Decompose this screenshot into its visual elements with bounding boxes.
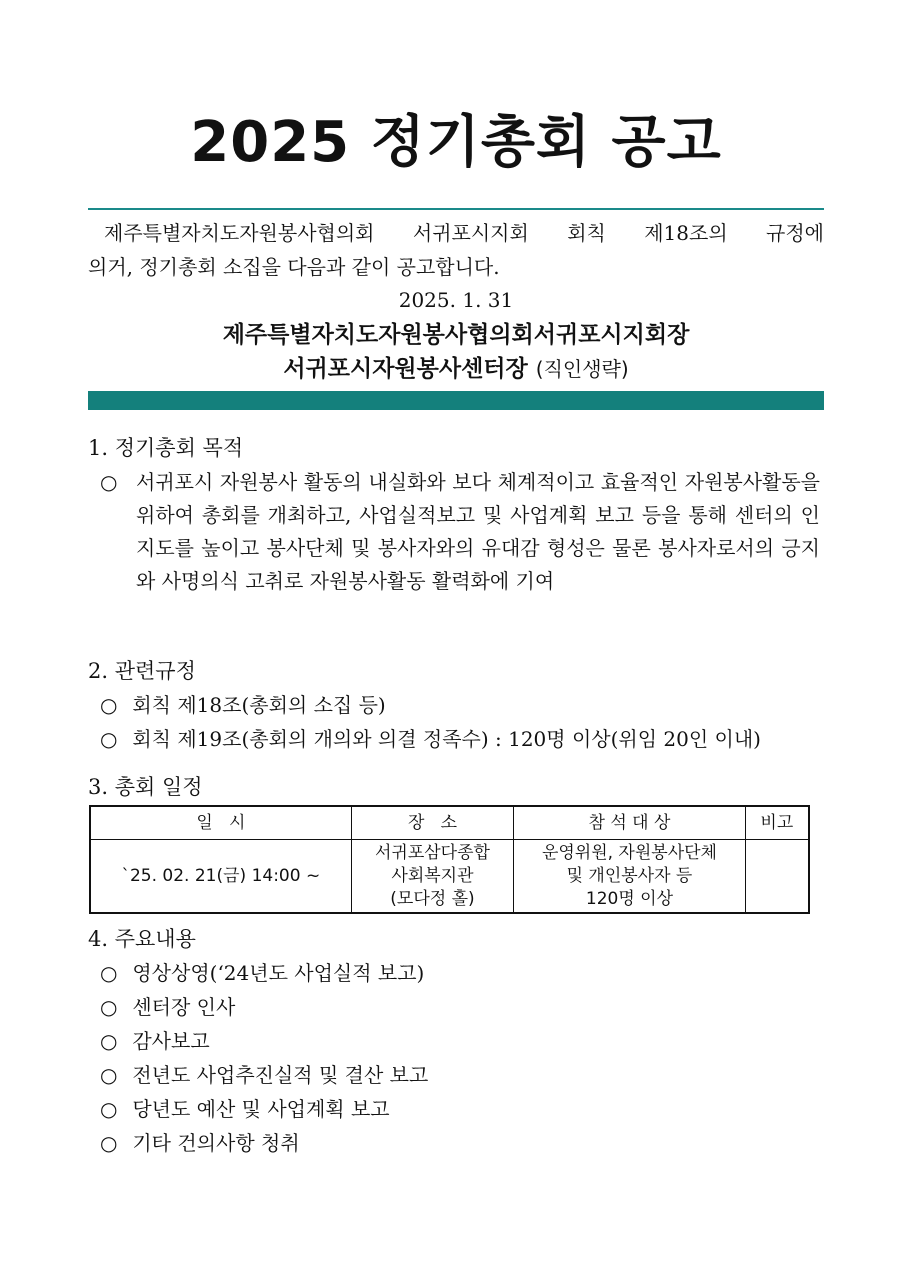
bullet-icon: ○: [100, 693, 118, 717]
col-header-attendees: 참 석 대 상: [514, 806, 745, 840]
list-item-text: 감사보고: [132, 1029, 210, 1053]
title-divider: [88, 208, 824, 210]
list-item: [100, 992, 235, 1022]
header-band: [88, 391, 824, 410]
list-item: [100, 1094, 390, 1124]
signatory-line-1: 제주특별자치도자원봉사협의회서귀포시지회장: [222, 322, 690, 348]
list-item: [100, 690, 386, 720]
notice-date: 2025. 1. 31: [398, 288, 514, 312]
place-line-1: 서귀포삼다종합: [374, 842, 490, 863]
cell-place: [351, 840, 514, 914]
intro-line-2: 의거, 정기총회 소집을 다음과 같이 공고합니다.: [88, 255, 500, 279]
intro-paragraph: [88, 216, 824, 284]
bullet-icon: ○: [100, 1029, 118, 1053]
list-item: [100, 724, 761, 754]
list-item: [100, 1128, 300, 1158]
bullet-icon: ○: [100, 470, 118, 494]
table-row: [90, 840, 809, 914]
list-item-text: 회칙 제19조(총회의 개의와 의결 정족수) : 120명 이상(위임 20인 이내): [132, 727, 761, 751]
cell-datetime: `25. 02. 21(금) 14:00 ~: [90, 840, 351, 914]
list-item: [100, 1026, 210, 1056]
list-item-text: 전년도 사업추진실적 및 결산 보고: [132, 1063, 429, 1087]
place-line-2: 사회복지관: [391, 865, 474, 886]
section4-heading: 4. 주요내용: [88, 927, 196, 951]
col-header-note: 비고: [745, 806, 809, 840]
list-item-text: 센터장 인사: [132, 995, 236, 1019]
page-title: 2025 정기총회 공고: [190, 110, 722, 175]
table-header-row: [90, 806, 809, 840]
section2-heading: 2. 관련규정: [88, 659, 196, 683]
section1-paragraph: [100, 466, 820, 598]
bullet-icon: ○: [100, 1097, 118, 1121]
bullet-icon: ○: [100, 727, 118, 751]
section1-heading: 1. 정기총회 목적: [88, 436, 244, 460]
bullet-icon: ○: [100, 995, 118, 1019]
section3-heading: 3. 총회 일정: [88, 775, 203, 799]
signatory-title: 서귀포시자원봉사센터장: [283, 356, 528, 382]
list-item-text: 기타 건의사항 청취: [132, 1131, 300, 1155]
attendees-line-3: 120명 이상: [585, 888, 674, 909]
seal-note: (직인생략): [535, 357, 629, 381]
place-line-3: (모다정 홀): [390, 888, 475, 909]
bullet-icon: ○: [100, 1131, 118, 1155]
intro-line-1: 제주특별자치도자원봉사협의회 서귀포시지회 회칙 제18조의 규정에: [104, 221, 824, 245]
col-header-datetime: 일 시: [90, 806, 351, 840]
list-item: [100, 958, 424, 988]
cell-note: [745, 840, 809, 914]
bullet-icon: ○: [100, 1063, 118, 1087]
attendees-line-1: 운영위원, 자원봉사단체: [541, 842, 717, 863]
list-item: [100, 1060, 428, 1090]
schedule-table: [89, 805, 810, 914]
col-header-place: 장 소: [351, 806, 514, 840]
signatory-line-2: [88, 352, 824, 386]
list-item-text: 영상상영(‘24년도 사업실적 보고): [132, 961, 425, 985]
section1-text: 서귀포시 자원봉사 활동의 내실화와 보다 체계적이고 효율적인 자원봉사활동을 위하여 총회를 개최하고, 사업실적보고 및 사업계획 보고 등을 통해 센터의 인지도를 높이고 봉사단체 및 봉사자와의 유대감 형성은 물론 봉사자로서의 긍지와 사명의식 고취로 자원봉사활동 활력화에 기여: [136, 470, 820, 593]
cell-attendees: [514, 840, 745, 914]
list-item-text: 회칙 제18조(총회의 소집 등): [132, 693, 386, 717]
bullet-icon: ○: [100, 961, 118, 985]
attendees-line-2: 및 개인봉사자 등: [566, 865, 693, 886]
list-item-text: 당년도 예산 및 사업계획 보고: [132, 1097, 390, 1121]
